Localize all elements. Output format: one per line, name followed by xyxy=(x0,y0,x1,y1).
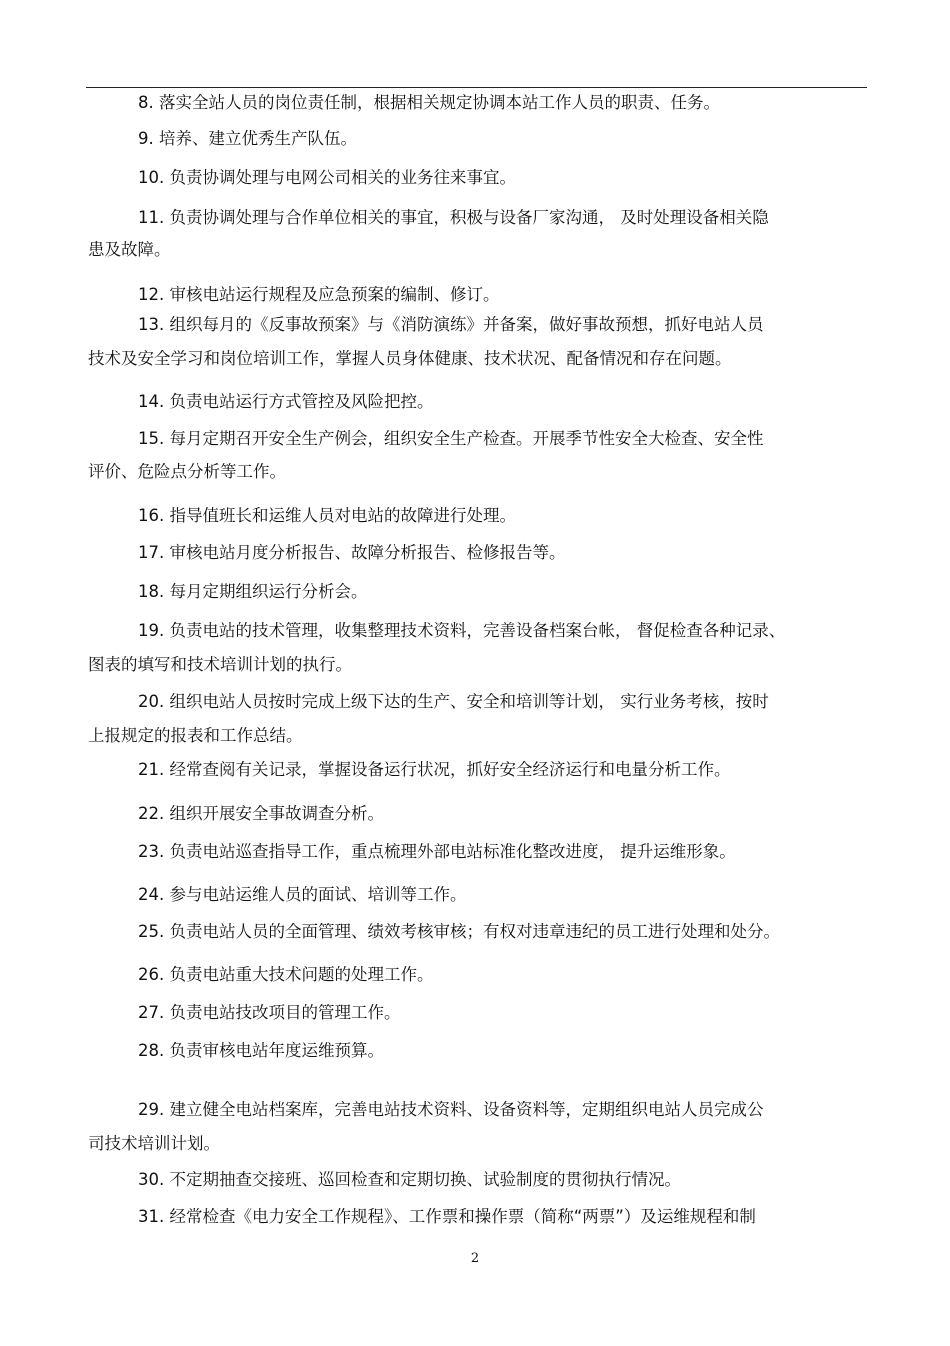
item-20-cont: 上报规定的报表和工作总结。 xyxy=(88,726,303,745)
item-11: 11. 负责协调处理与合作单位相关的事宜，积极与设备厂家沟通， 及时处理设备相关隐 xyxy=(138,208,769,227)
item-22: 22. 组织开展安全事故调查分析。 xyxy=(138,804,384,823)
item-21: 21. 经常查阅有关记录，掌握设备运行状况，抓好安全经济运行和电量分析工作。 xyxy=(138,760,731,779)
header-rule xyxy=(86,87,867,88)
item-17: 17. 审核电站月度分析报告、故障分析报告、检修报告等。 xyxy=(138,543,566,562)
item-16: 16. 指导值班长和运维人员对电站的故障进行处理。 xyxy=(138,506,516,525)
item-10: 10. 负责协调处理与电网公司相关的业务往来事宜。 xyxy=(138,168,516,187)
item-13-cont: 技术及安全学习和岗位培训工作，掌握人员身体健康、技术状况、配备情况和存在问题。 xyxy=(88,349,732,368)
item-15: 15. 每月定期召开安全生产例会，组织安全生产检查。开展季节性安全大检查、安全性 xyxy=(138,429,764,448)
item-29-cont: 司技术培训计划。 xyxy=(88,1134,220,1153)
item-27: 27. 负责电站技改项目的管理工作。 xyxy=(138,1003,401,1022)
item-15-cont: 评价、危险点分析等工作。 xyxy=(88,462,286,481)
page-number: 2 xyxy=(470,1251,480,1266)
item-23: 23. 负责电站巡查指导工作，重点梳理外部电站标准化整改进度， 提升运维形象。 xyxy=(138,842,736,861)
item-20: 20. 组织电站人员按时完成上级下达的生产、安全和培训等计划， 实行业务考核，按时 xyxy=(138,692,769,711)
item-14: 14. 负责电站运行方式管控及风险把控。 xyxy=(138,392,434,411)
item-8: 8. 落实全站人员的岗位责任制，根据相关规定协调本站工作人员的职责、任务。 xyxy=(138,93,720,112)
item-19: 19. 负责电站的技术管理，收集整理技术资料，完善设备档案台帐， 督促检查各种记录、 xyxy=(138,621,786,640)
item-25: 25. 负责电站人员的全面管理、绩效考核审核；有权对违章违纪的员工进行处理和处分。 xyxy=(138,922,780,941)
item-13: 13. 组织每月的《反事故预案》与《消防演练》并备案，做好事故预想，抓好电站人员 xyxy=(138,315,764,334)
item-18: 18. 每月定期组织运行分析会。 xyxy=(138,582,368,601)
item-11-cont: 患及故障。 xyxy=(88,240,171,259)
item-12: 12. 审核电站运行规程及应急预案的编制、修订。 xyxy=(138,285,500,304)
item-26: 26. 负责电站重大技术问题的处理工作。 xyxy=(138,965,434,984)
item-30: 30. 不定期抽查交接班、巡回检查和定期切换、试验制度的贯彻执行情况。 xyxy=(138,1170,681,1189)
item-9: 9. 培养、建立优秀生产队伍。 xyxy=(138,129,357,148)
item-19-cont: 图表的填写和技术培训计划的执行。 xyxy=(88,655,352,674)
item-24: 24. 参与电站运维人员的面试、培训等工作。 xyxy=(138,885,467,904)
item-31: 31. 经常检查《电力安全工作规程》、工作票和操作票（简称“两票”）及运维规程和制 xyxy=(138,1207,756,1226)
item-29: 29. 建立健全电站档案库，完善电站技术资料、设备资料等，定期组织电站人员完成公 xyxy=(138,1100,764,1119)
item-28: 28. 负责审核电站年度运维预算。 xyxy=(138,1041,384,1060)
